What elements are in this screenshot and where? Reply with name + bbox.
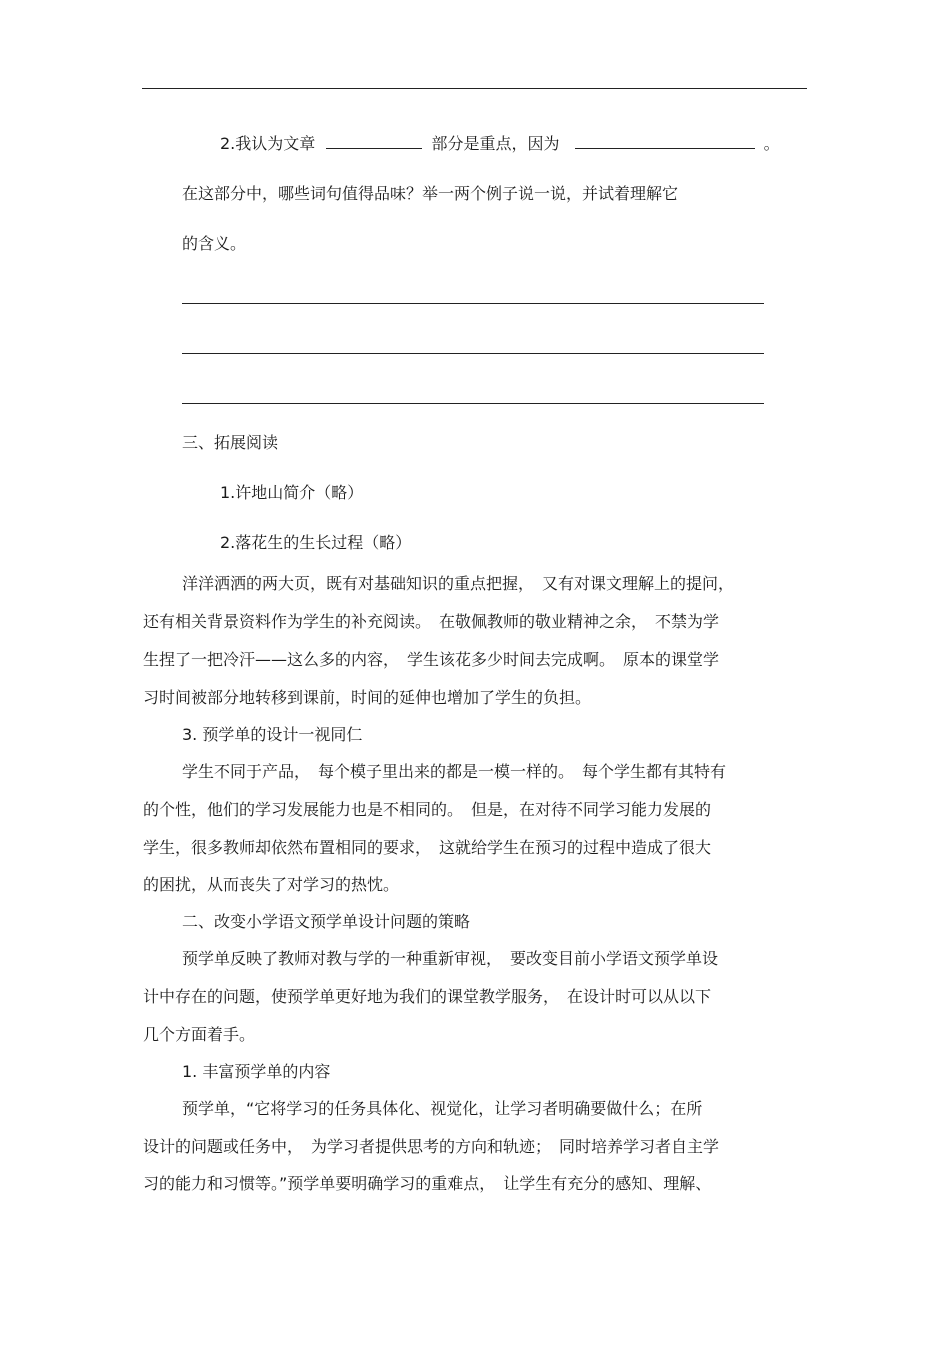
point3-heading: 3. 预学单的设计一视同仁: [182, 725, 363, 744]
para3-line-3: 几个方面着手。: [143, 1025, 256, 1044]
para1-line-4: 习时间被部分地转移到课前，时间的延伸也增加了学生的负担。: [143, 688, 592, 707]
para1-line-1: 洋洋洒洒的两大页，既有对基础知识的重点把握， 又有对课文理解上的提问，: [182, 574, 735, 593]
q2-question-line-end: 的含义。: [182, 234, 247, 253]
para2-line-3: 学生，很多教师却依然布置相同的要求， 这就给学生在预习的过程中造成了很大: [143, 838, 712, 857]
section3-heading: 三、拓展阅读: [182, 433, 279, 452]
para3-line-2: 计中存在的问题，使预学单更好地为我们的课堂教学服务， 在设计时可以从以下: [143, 987, 712, 1006]
para4-line-1: 预学单，“它将学习的任务具体化、视觉化，让学习者明确要做什么；在所: [182, 1099, 703, 1118]
para2-line-1: 学生不同于产品， 每个模子里出来的都是一模一样的。 每个学生都有其特有: [182, 762, 727, 781]
point1-heading: 1. 丰富预学单的内容: [182, 1062, 331, 1081]
para2-line-4: 的困扰，从而丧失了对学习的热忱。: [143, 875, 400, 894]
header-rule: [142, 88, 807, 89]
q2-prefix: 2.我认为文章: [220, 134, 316, 153]
section3-item-1: 1.许地山简介（略）: [220, 483, 364, 502]
para1-line-2: 还有相关背景资料作为学生的补充阅读。 在敬佩教师的敬业精神之余， 不禁为学: [143, 612, 720, 631]
para3-line-1: 预学单反映了教师对教与学的一种重新审视， 要改变目前小学语文预学单设: [182, 949, 719, 968]
answer-blank-part[interactable]: [326, 134, 422, 149]
answer-line-3[interactable]: [182, 403, 764, 404]
answer-line-2[interactable]: [182, 353, 764, 354]
q2-suffix: 。: [763, 134, 780, 153]
answer-blank-reason[interactable]: [575, 134, 755, 149]
section2-heading: 二、改变小学语文预学单设计问题的策略: [182, 912, 471, 931]
section3-item-2: 2.落花生的生长过程（略）: [220, 533, 412, 552]
para1-line-3: 生捏了一把冷汗——这么多的内容， 学生该花多少时间去完成啊。 原本的课堂学: [143, 650, 720, 669]
para4-line-2: 设计的问题或任务中， 为学习者提供思考的方向和轨迹； 同时培养学习者自主学: [143, 1137, 720, 1156]
para2-line-2: 的个性，他们的学习发展能力也是不相同的。 但是，在对待不同学习能力发展的: [143, 800, 712, 819]
answer-line-1[interactable]: [182, 303, 764, 304]
q2-middle: 部分是重点，因为: [431, 134, 560, 153]
q2-line: [220, 134, 780, 154]
q2-question-line: 在这部分中，哪些词句值得品味？举一两个例子说一说，并试着理解它: [182, 184, 679, 203]
para4-line-3: 习的能力和习惯等。”预学单要明确学习的重难点， 让学生有充分的感知、理解、: [143, 1174, 712, 1193]
